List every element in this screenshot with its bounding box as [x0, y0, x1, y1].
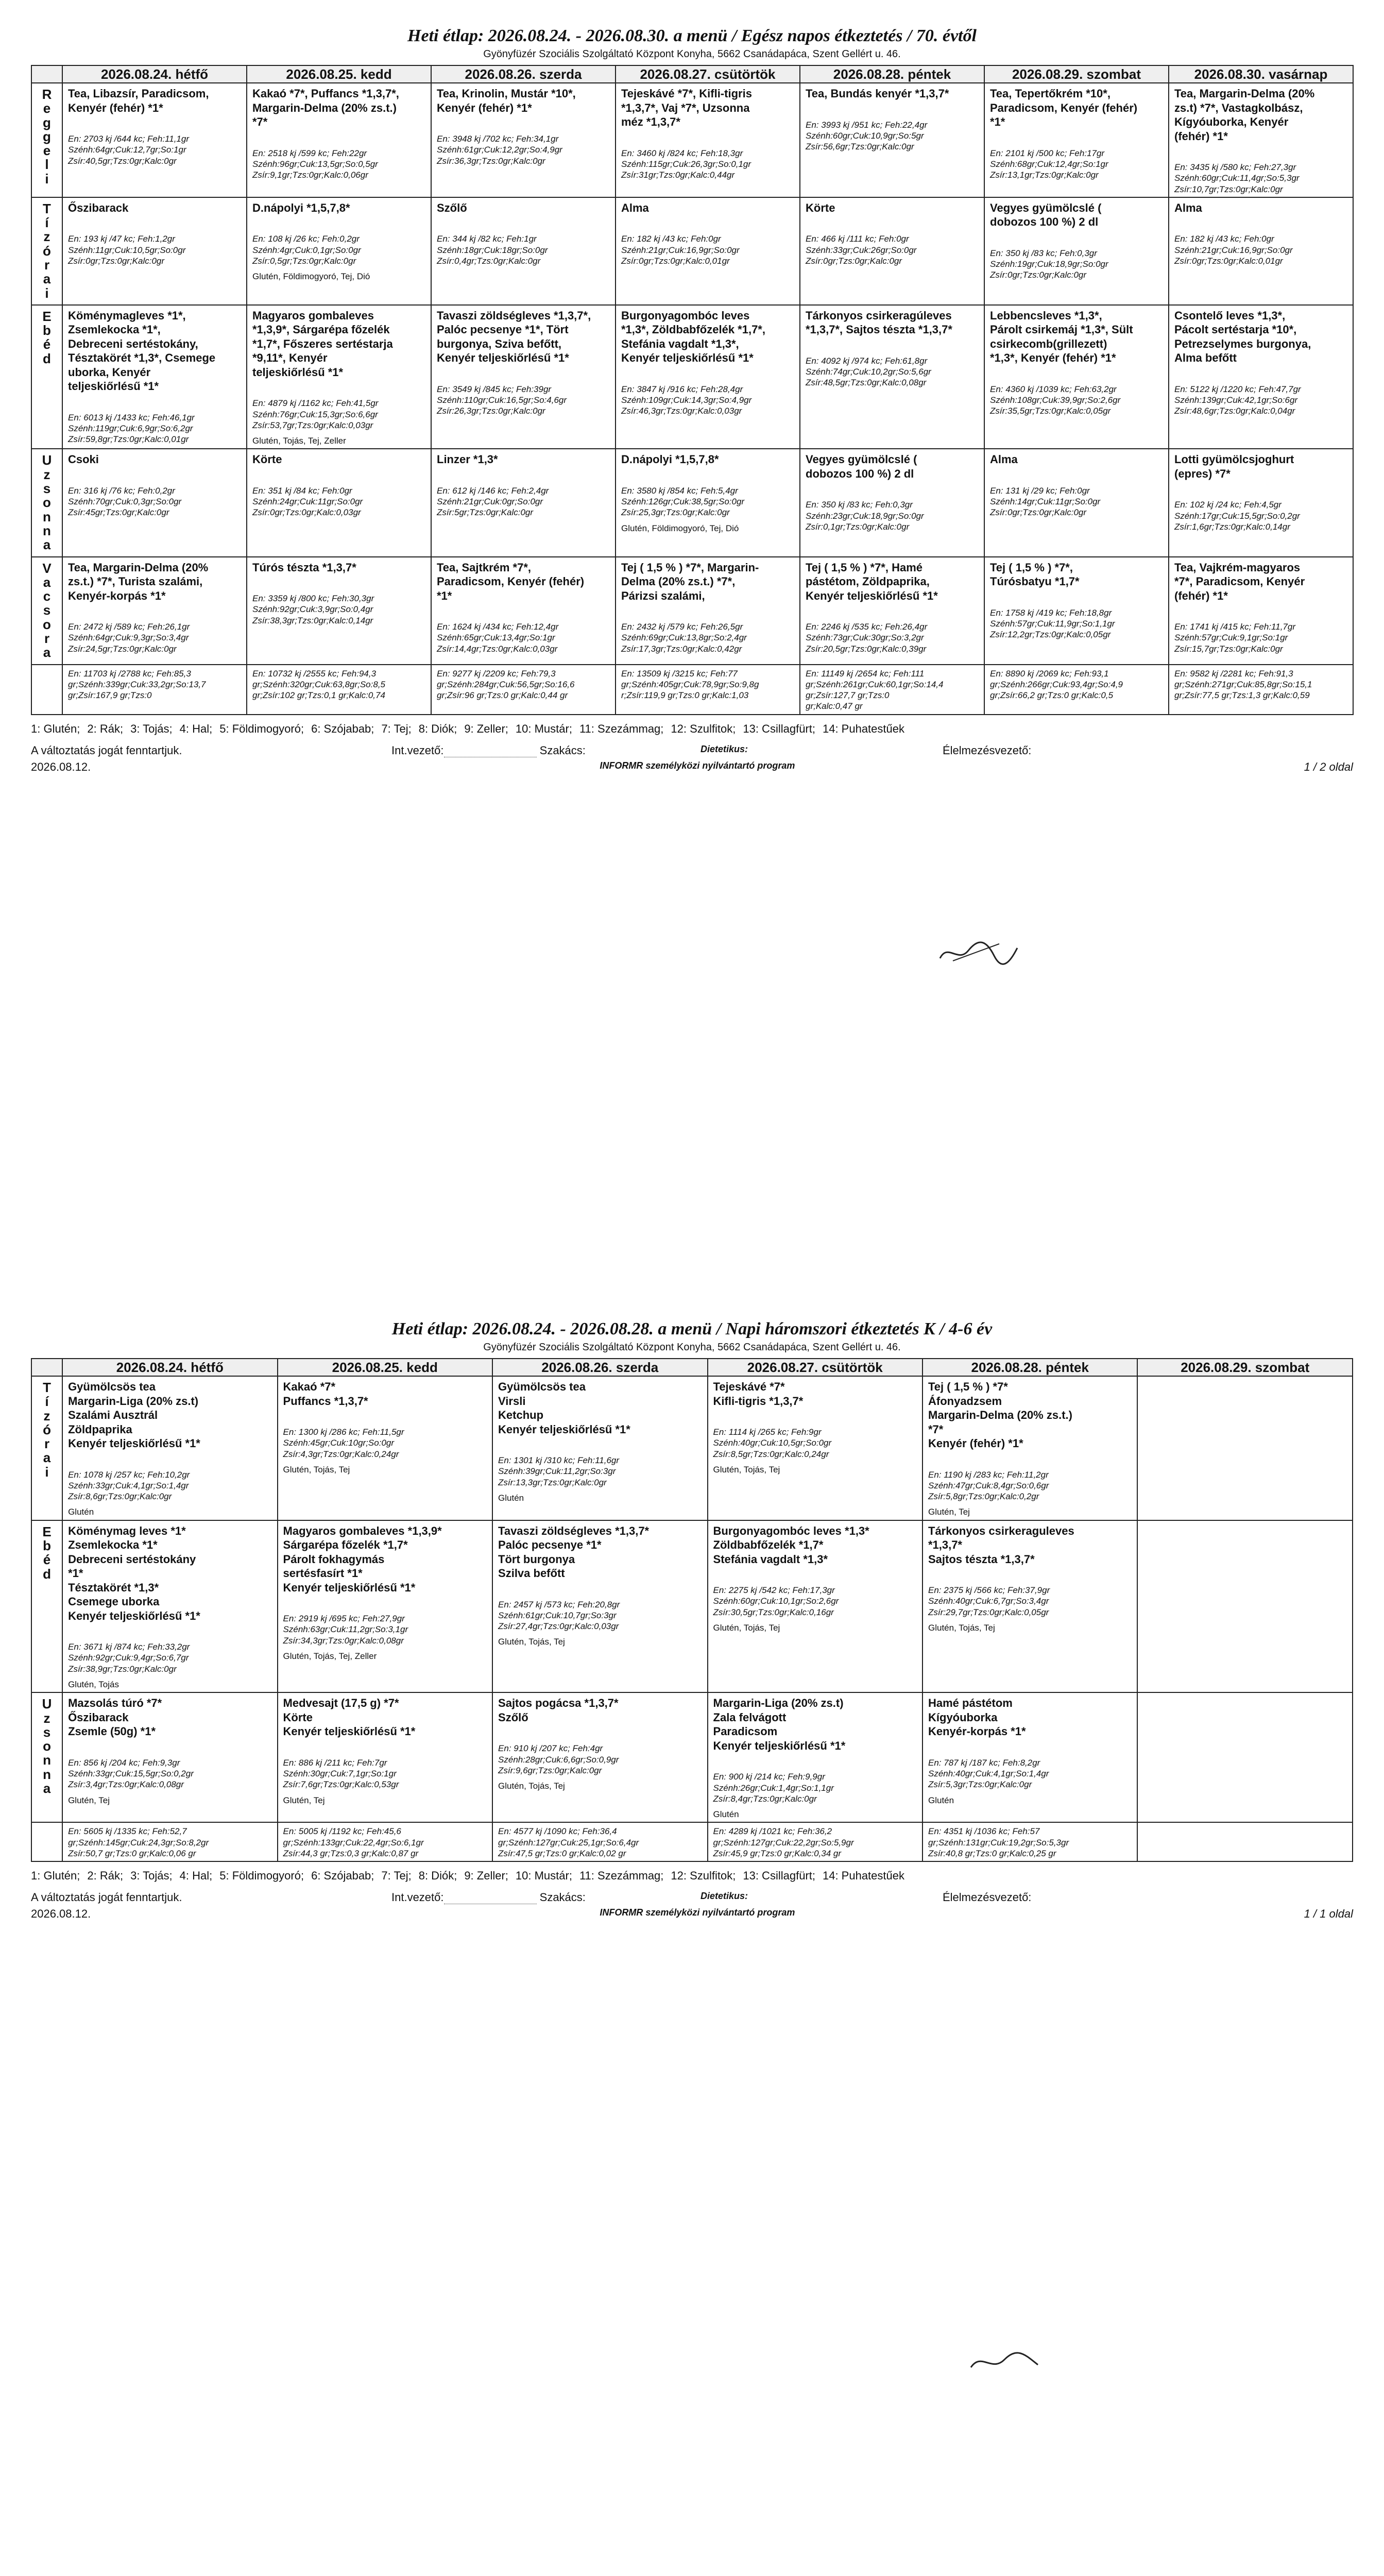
totals-corner — [31, 665, 62, 715]
menu-cell — [247, 557, 431, 665]
dish-text: Tej ( 1,5 % ) *7*, Hamé pástétom, Zöldpaprika, Kenyér teljeskiőrlésű *1* — [806, 561, 938, 602]
nutrition-text: En: 1300 kj /286 kc; Feh:11,5gr Szénh:45gr;Cuk:10gr;So:0gr Zsír:4,3gr;Tzs:0gr;Kalc:0,24gr — [283, 1427, 404, 1459]
dish-text: Vegyes gyümölcslé ( dobozos 100 %) 2 dl — [990, 201, 1102, 229]
nutrition-text: En: 2518 kj /599 kc; Feh:22gr Szénh:96gr;Cuk:13,5gr;So:0,5gr Zsír:9,1gr;Tzs:0gr;Kalc:0,06gr — [252, 148, 378, 180]
daily-total — [1137, 1822, 1353, 1861]
menu-cell — [984, 197, 1169, 305]
nutrition-text: En: 350 kj /83 kc; Feh:0,3gr Szénh:23gr;Cuk:18,9gr;So:0gr Zsír:0,1gr;Tzs:0gr;Kalc:0gr — [806, 500, 924, 532]
menu-cell — [492, 1692, 707, 1822]
day-header: 2026.08.24. hétfő — [62, 1359, 277, 1376]
menu-cell — [1169, 305, 1353, 449]
daily-total-text: En: 4351 kj /1036 kc; Feh:57 gr;Szénh:131gr;Cuk:19,2gr;So:5,3gr Zsír:40,8 gr;Tzs:0 gr;Kalc:0,25 gr — [928, 1826, 1069, 1858]
menu-cell — [431, 83, 616, 197]
allergen-text: Glutén — [68, 1507, 94, 1517]
dish-text: Tea, Krinolin, Mustár *10*, Kenyér (fehér) *1* — [437, 87, 576, 114]
allergen-text: Glutén, Tojás, Tej — [713, 1464, 780, 1475]
dish-text: Tej ( 1,5 % ) *7*, Túrósbatyu *1,7* — [990, 561, 1080, 588]
menu-cell — [984, 557, 1169, 665]
day-header: 2026.08.26. szerda — [431, 65, 616, 83]
elelmezesvezeto-label: Élelmezésvezető: — [943, 1891, 1032, 1904]
daily-total — [247, 665, 431, 715]
legend-item: 9: Zeller; — [464, 1869, 508, 1883]
menu-cell — [616, 197, 800, 305]
nutrition-text: En: 316 kj /76 kc; Feh:0,2gr Szénh:70gr;Cuk:0,3gr;So:0gr Zsír:45gr;Tzs:0gr;Kalc:0gr — [68, 485, 182, 518]
nutrition-text: En: 1624 kj /434 kc; Feh:12,4gr Szénh:65gr;Cuk:13,4gr;So:1gr Zsír:14,4gr;Tzs:0gr;Kalc:0,03gr — [437, 622, 559, 654]
nutrition-text: En: 2457 kj /573 kc; Feh:20,8gr Szénh:61gr;Cuk:10,7gr;So:3gr Zsír:27,4gr;Tzs:0gr;Kalc:0,03gr — [498, 1599, 620, 1632]
daily-total — [492, 1822, 707, 1861]
program-note: INFORMR személyközi nyilvántartó program — [600, 1907, 795, 1918]
dish-text: Sajtos pogácsa *1,3,7* Szőlő — [498, 1697, 619, 1724]
legend-item: 6: Szójabab; — [311, 1869, 374, 1883]
legend-item: 10: Mustár; — [515, 1869, 572, 1883]
nutrition-text: En: 108 kj /26 kc; Feh:0,2gr Szénh:4gr;Cuk:0,1gr;So:0gr Zsír:0,5gr;Tzs:0gr;Kalc:0gr — [252, 234, 361, 266]
legend-item: 11: Szezámmag; — [579, 1869, 664, 1883]
daily-total — [62, 665, 247, 715]
legend-item: 13: Csillagfürt; — [743, 1869, 815, 1883]
nutrition-text: En: 350 kj /83 kc; Feh:0,3gr Szénh:19gr;Cuk:18,9gr;So:0gr Zsír:0gr;Tzs:0gr;Kalc:0gr — [990, 248, 1108, 280]
dish-text: Lebbencsleves *1,3*, Párolt csirkemáj *1,3*, Sült csirkecomb(grillezett) *1,3*, Kenyér (fehér) *1* — [990, 309, 1133, 365]
meal-label: R e g g e l i — [31, 83, 62, 197]
dish-text: Gyümölcsös tea Margarin-Liga (20% zs.t) Szalámi Ausztrál Zöldpaprika Kenyér teljeskiőrlésű *1* — [68, 1380, 200, 1450]
meal-row — [31, 83, 1353, 197]
legend-item: 14: Puhatestűek — [822, 722, 904, 735]
menu-cell — [708, 1692, 922, 1822]
menu-cell — [1169, 449, 1353, 556]
menu-cell — [708, 1520, 922, 1693]
nutrition-text: En: 3580 kj /854 kc; Feh:5,4gr Szénh:126gr;Cuk:38,5gr;So:0gr Zsír:25,3gr;Tzs:0gr;Kalc:0gr — [621, 485, 745, 518]
menu-cell — [984, 305, 1169, 449]
meal-label: T í z ó r a i — [31, 197, 62, 305]
corner-cell — [31, 65, 62, 83]
allergen-text: Glutén, Földimogyoró, Tej, Dió — [252, 272, 370, 281]
dish-text: Köménymag leves *1* Zsemlekocka *1* Debreceni sertéstokány *1* Tésztakörét *1,3* Csemege uborka Kenyér teljeskiőrlésű *1* — [68, 1524, 200, 1622]
nutrition-text: En: 886 kj /211 kc; Feh:7gr Szénh:30gr;Cuk:7,1gr;So:1gr Zsír:7,6gr;Tzs:0gr;Kalc:0,53gr — [283, 1757, 399, 1790]
dish-text: Magyaros gombaleves *1,3,9* Sárgarépa főzelék *1,7* Párolt fokhagymás sertésfasírt *1* Kenyér teljeskiőrlésű *1* — [283, 1524, 442, 1594]
nutrition-text: En: 2246 kj /535 kc; Feh:26,4gr Szénh:73gr;Cuk:30gr;So:3,2gr Zsír:20,5gr;Tzs:0gr;Kalc:0,39gr — [806, 622, 928, 654]
day-header: 2026.08.29. szombat — [984, 65, 1169, 83]
legend-item: 8: Diók; — [418, 1869, 457, 1883]
menu-cell — [62, 1520, 277, 1693]
daily-total — [984, 665, 1169, 715]
nutrition-text: En: 1114 kj /265 kc; Feh:9gr Szénh:40gr;Cuk:10,5gr;So:0gr Zsír:8,5gr;Tzs:0gr;Kalc:0,24gr — [713, 1427, 832, 1459]
dish-text: Tejeskávé *7* Kifli-tigris *1,3,7* — [713, 1380, 804, 1408]
nutrition-text: En: 3460 kj /824 kc; Feh:18,3gr Szénh:115gr;Cuk:26,3gr;So:0,1gr Zsír:31gr;Tzs:0gr;Kalc:0,44gr — [621, 148, 751, 180]
dish-text: Tea, Sajtkrém *7*, Paradicsom, Kenyér (fehér) *1* — [437, 561, 585, 602]
daily-total-text: En: 9582 kj /2281 kc; Feh:91,3 gr;Szénh:271gr;Cuk:85,8gr;So:15,1 gr;Zsír:77,5 gr;Tzs:1,3 gr;Kalc:0,59 — [1174, 668, 1312, 701]
dish-text: Körte — [252, 453, 282, 466]
menu-cell — [62, 83, 247, 197]
menu-cell — [616, 83, 800, 197]
nutrition-text: En: 1190 kj /283 kc; Feh:11,2gr Szénh:47gr;Cuk:8,4gr;So:0,6gr Zsír:5,8gr;Tzs:0gr;Kalc:0,2gr — [928, 1469, 1049, 1501]
nutrition-text: En: 2375 kj /566 kc; Feh:37,9gr Szénh:40gr;Cuk:6,7gr;So:3,4gr Zsír:29,7gr;Tzs:0gr;Kalc:0,05gr — [928, 1585, 1050, 1617]
legend-item: 12: Szulfitok; — [671, 722, 736, 735]
meal-row — [31, 1376, 1353, 1520]
dish-text: Tavaszi zöldségleves *1,3,7*, Palóc pecsenye *1*, Tört burgonya, Sziva befőtt, Kenyér teljeskiőrlésű *1* — [437, 309, 591, 365]
allergen-legend — [31, 1869, 1353, 1883]
day-header: 2026.08.29. szombat — [1137, 1359, 1353, 1376]
page-title: Heti étlap: 2026.08.24. - 2026.08.28. a menü / Napi háromszori étkeztetés K / 4-6 év — [391, 1319, 993, 1338]
legend-item: 1: Glutén; — [31, 1869, 80, 1883]
menu-cell — [431, 197, 616, 305]
dish-text: Csontelő leves *1,3*, Pácolt sertéstarja *10*, Petrezselymes burgonya, Alma befőtt — [1174, 309, 1311, 365]
dish-text: Alma — [621, 201, 649, 214]
allergen-text: Glutén, Tojás, Tej — [713, 1622, 780, 1633]
daily-total-text: En: 10732 kj /2555 kc; Feh:94,3 gr;Szénh:320gr;Cuk:63,8gr;So:8,5 gr;Zsír:102 gr;Tzs:0,1 gr;Kalc:0,74 — [252, 668, 385, 701]
dish-text: Linzer *1,3* — [437, 453, 498, 466]
daily-total — [62, 1822, 277, 1861]
szakacs-label: Szakács: — [539, 743, 586, 757]
dish-text: Kakaó *7* Puffancs *1,3,7* — [283, 1380, 368, 1408]
legend-item: 7: Tej; — [381, 1869, 412, 1883]
day-header: 2026.08.30. vasárnap — [1169, 65, 1353, 83]
meal-label: V a c s o r a — [31, 557, 62, 665]
allergen-text: Glutén, Tojás, Tej — [928, 1622, 995, 1633]
nutrition-text: En: 2275 kj /542 kc; Feh:17,3gr Szénh:60gr;Cuk:10,1gr;So:2,6gr Zsír:30,5gr;Tzs:0gr;Kalc:0,16gr — [713, 1585, 839, 1617]
menu-cell — [984, 449, 1169, 556]
meal-row — [31, 557, 1353, 665]
allergen-text: Glutén, Tojás, Tej — [498, 1781, 565, 1791]
legend-item: 2: Rák; — [87, 722, 124, 735]
allergen-text: Glutén, Tojás, Tej, Zeller — [252, 436, 346, 446]
nutrition-text: En: 4360 kj /1039 kc; Feh:63,2gr Szénh:108gr;Cuk:39,9gr;So:2,6gr Zsír:35,5gr;Tzs:0gr;Kalc:0,05gr — [990, 384, 1121, 416]
nutrition-text: En: 4092 kj /974 kc; Feh:61,8gr Szénh:74gr;Cuk:10,2gr;So:5,6gr Zsír:48,5gr;Tzs:0gr;Kalc:0,08gr — [806, 355, 931, 388]
dish-text: Burgonyagombóc leves *1,3* Zöldbabfőzelék *1,7* Stefánia vagdalt *1,3* — [713, 1524, 869, 1566]
page-number: 1 / 1 oldal — [1304, 1907, 1353, 1921]
dish-text: Magyaros gombaleves *1,3,9*, Sárgarépa főzelék *1,7*, Főszeres sertéstarja *9,11*, Kenyér teljeskiőrlésű *1* — [252, 309, 393, 379]
nutrition-text: En: 910 kj /207 kc; Feh:4gr Szénh:28gr;Cuk:6,6gr;So:0,9gr Zsír:9,6gr;Tzs:0gr;Kalc:0gr — [498, 1743, 619, 1775]
menu-cell — [922, 1692, 1137, 1822]
totals-corner — [31, 1822, 62, 1861]
rights-note: A változtatás jogát fenntartjuk. — [31, 1891, 182, 1904]
menu-cell — [62, 1376, 277, 1520]
int-vez-label: Int.vezető: — [391, 1891, 444, 1904]
daily-total — [278, 1822, 492, 1861]
nutrition-text: En: 3948 kj /702 kc; Feh:34,1gr Szénh:61gr;Cuk:12,2gr;So:4,9gr Zsír:36,3gr;Tzs:0gr;Kalc:0gr — [437, 134, 562, 166]
menu-cell — [62, 1692, 277, 1822]
daily-total-text: En: 8890 kj /2069 kc; Feh:93,1 gr;Szénh:266gr;Cuk:93,4gr;So:4,9 gr;Zsír:66,2 gr;Tzs:0 gr;Kalc:0,5 — [990, 668, 1123, 701]
nutrition-text: En: 856 kj /204 kc; Feh:9,3gr Szénh:33gr;Cuk:15,5gr;So:0,2gr Zsír:3,4gr;Tzs:0gr;Kalc:0,08gr — [68, 1757, 194, 1790]
nutrition-text: En: 2432 kj /579 kc; Feh:26,5gr Szénh:69gr;Cuk:13,8gr;So:2,4gr Zsír:17,3gr;Tzs:0gr;Kalc:0,42gr — [621, 622, 747, 654]
nutrition-text: En: 344 kj /82 kc; Feh:1gr Szénh:18gr;Cuk:18gr;So:0gr Zsír:0,4gr;Tzs:0gr;Kalc:0gr — [437, 234, 548, 266]
dish-text: Tea, Margarin-Delma (20% zs.t.) *7*, Turista szalámi, Kenyér-korpás *1* — [68, 561, 209, 602]
signature-line — [444, 745, 537, 757]
int-vez-label: Int.vezető: — [391, 743, 444, 757]
menu-cell — [278, 1376, 492, 1520]
dish-text: Tea, Libazsír, Paradicsom, Kenyér (fehér) *1* — [68, 87, 209, 114]
nutrition-text: En: 131 kj /29 kc; Feh:0gr Szénh:14gr;Cuk:11gr;So:0gr Zsír:0gr;Tzs:0gr;Kalc:0gr — [990, 485, 1101, 518]
dish-text: Tej ( 1,5 % ) *7*, Margarin- Delma (20% zs.t.) *7*, Párizsi szalámi, — [621, 561, 759, 602]
allergen-legend — [31, 722, 1353, 736]
daily-total — [1169, 665, 1353, 715]
daily-total — [922, 1822, 1137, 1861]
nutrition-text: En: 193 kj /47 kc; Feh:1,2gr Szénh:11gr;Cuk:10,5gr;So:0gr Zsír:0gr;Tzs:0gr;Kalc:0gr — [68, 234, 186, 266]
rights-note: A változtatás jogát fenntartjuk. — [31, 743, 182, 757]
daily-total — [431, 665, 616, 715]
legend-item: 3: Tojás; — [130, 1869, 173, 1883]
meal-row — [31, 449, 1353, 556]
dish-text: Alma — [1174, 201, 1202, 214]
dish-text: Tea, Bundás kenyér *1,3,7* — [806, 87, 949, 100]
page-subtitle: Gyönyfüzér Szociális Szolgáltató Központ Konyha, 5662 Csanádapáca, Szent Gellért u. 46. — [483, 48, 901, 60]
menu-cell — [616, 449, 800, 556]
menu-cell — [1169, 197, 1353, 305]
daily-total — [800, 665, 984, 715]
legend-item: 11: Szezámmag; — [579, 722, 664, 735]
menu-cell — [800, 197, 984, 305]
nutrition-text: En: 466 kj /111 kc; Feh:0gr Szénh:33gr;Cuk:26gr;So:0gr Zsír:0gr;Tzs:0gr;Kalc:0gr — [806, 234, 917, 266]
nutrition-text: En: 4879 kj /1162 kc; Feh:41,5gr Szénh:76gr;Cuk:15,3gr;So:6,6gr Zsír:53,7gr;Tzs:0gr;Kalc:0,03gr — [252, 398, 379, 430]
program-note: INFORMR személyközi nyilvántartó program — [600, 760, 795, 771]
allergen-text: Glutén, Tej — [928, 1507, 970, 1517]
daily-total-text: En: 13509 kj /3215 kc; Feh:77 gr;Szénh:405gr;Cuk:78,9gr;So:9,8g r;Zsír:119,9 gr;Tzs:0 gr;Kalc:1,03 — [621, 668, 759, 701]
allergen-text: Glutén — [713, 1809, 739, 1820]
daily-total-text: En: 5605 kj /1335 kc; Feh:52,7 gr;Szénh:145gr;Cuk:24,3gr;So:8,2gr Zsír:50,7 gr;Tzs:0 gr;Kalc:0,06 gr — [68, 1826, 209, 1858]
page-footer — [31, 760, 1353, 774]
dish-text: Köménymagleves *1*, Zsemlekocka *1*, Debreceni sertéstokány, Tésztakörét *1,3*, Csemege uborka, Kenyér teljeskiőrlésű *1* — [68, 309, 216, 393]
menu-cell — [1169, 83, 1353, 197]
allergen-text: Glutén, Tojás — [68, 1679, 119, 1689]
day-header: 2026.08.25. kedd — [247, 65, 431, 83]
dish-text: Tejeskávé *7*, Kifli-tigris *1,3,7*, Vaj *7*, Uzsonna méz *1,3,7* — [621, 87, 752, 128]
totals-row — [31, 1822, 1353, 1861]
dish-text: Tavaszi zöldségleves *1,3,7* Palóc pecsenye *1* Tört burgonya Szilva befőtt — [498, 1524, 650, 1580]
meal-row — [31, 1692, 1353, 1822]
menu-cell — [62, 557, 247, 665]
day-header: 2026.08.28. péntek — [922, 1359, 1137, 1376]
day-header: 2026.08.27. csütörtök — [708, 1359, 922, 1376]
day-header: 2026.08.24. hétfő — [62, 65, 247, 83]
nutrition-text: En: 5122 kj /1220 kc; Feh:47,7gr Szénh:139gr;Cuk:42,1gr;So:6gr Zsír:48,6gr;Tzs:0gr;Kalc:0,04gr — [1174, 384, 1301, 416]
daily-total-text: En: 11703 kj /2788 kc; Feh:85,3 gr;Szénh:339gr;Cuk:33,2gr;So:13,7 gr;Zsír:167,9 gr;Tzs:0 — [68, 668, 206, 701]
day-header: 2026.08.25. kedd — [278, 1359, 492, 1376]
nutrition-text: En: 102 kj /24 kc; Feh:4,5gr Szénh:17gr;Cuk:15,5gr;So:0,2gr Zsír:1,6gr;Tzs:0gr;Kalc:0,14gr — [1174, 500, 1300, 532]
menu-cell — [247, 197, 431, 305]
legend-item: 6: Szójabab; — [311, 722, 374, 735]
legend-item: 3: Tojás; — [130, 722, 173, 735]
print-date: 2026.08.12. — [31, 1907, 91, 1921]
menu-cell — [800, 83, 984, 197]
menu-page — [31, 1319, 1353, 2483]
menu-cell — [431, 557, 616, 665]
menu-cell — [1169, 557, 1353, 665]
dish-text: Tea, Margarin-Delma (20% zs.t) *7*, Vastagkolbász, Kígyóuborka, Kenyér (fehér) *1* — [1174, 87, 1315, 143]
menu-cell — [431, 305, 616, 449]
menu-cell — [922, 1520, 1137, 1693]
dish-text: Alma — [990, 453, 1018, 466]
legend-item: 8: Diók; — [418, 722, 457, 735]
nutrition-text: En: 3993 kj /951 kc; Feh:22,4gr Szénh:60gr;Cuk:10,9gr;So:5gr Zsír:56,6gr;Tzs:0gr;Kalc:0gr — [806, 120, 928, 151]
nutrition-text: En: 351 kj /84 kc; Feh:0gr Szénh:24gr;Cuk:11gr;So:0gr Zsír:0gr;Tzs:0gr;Kalc:0,03gr — [252, 485, 363, 518]
menu-cell — [922, 1376, 1137, 1520]
menu-cell — [1137, 1692, 1353, 1822]
meal-label: U z s o n n a — [31, 449, 62, 556]
dish-text: Körte — [806, 201, 835, 214]
menu-cell — [616, 557, 800, 665]
totals-row — [31, 665, 1353, 715]
menu-page — [31, 26, 1353, 1005]
allergen-text: Glutén — [498, 1493, 524, 1503]
menu-cell — [247, 449, 431, 556]
menu-cell — [800, 449, 984, 556]
allergen-text: Glutén, Földimogyoró, Tej, Dió — [621, 523, 739, 533]
meal-label: E b é d — [31, 1520, 62, 1693]
page-number: 1 / 2 oldal — [1304, 760, 1353, 773]
menu-table — [31, 1358, 1353, 1862]
nutrition-text: En: 787 kj /187 kc; Feh:8,2gr Szénh:40gr;Cuk:4,1gr;So:1,4gr Zsír:5,3gr;Tzs:0gr;Kalc:0gr — [928, 1757, 1049, 1790]
menu-cell — [708, 1376, 922, 1520]
menu-cell — [431, 449, 616, 556]
dish-text: Tej ( 1,5 % ) *7* Áfonyadzsem Margarin-Delma (20% zs.t.) *7* Kenyér (fehér) *1* — [928, 1380, 1072, 1450]
nutrition-text: En: 182 kj /43 kc; Feh:0gr Szénh:21gr;Cuk:16,9gr;So:0gr Zsír:0gr;Tzs:0gr;Kalc:0,01gr — [621, 234, 740, 266]
szakacs-label: Szakács: — [539, 1891, 586, 1904]
legend-item: 14: Puhatestűek — [822, 1869, 904, 1883]
nutrition-text: En: 3671 kj /874 kc; Feh:33,2gr Szénh:92gr;Cuk:9,4gr;So:6,7gr Zsír:38,9gr;Tzs:0gr;Kalc:0gr — [68, 1642, 190, 1674]
nutrition-text: En: 3847 kj /916 kc; Feh:28,4gr Szénh:109gr;Cuk:14,3gr;So:4,9gr Zsír:46,3gr;Tzs:0gr;Kalc:0,03gr — [621, 384, 752, 416]
legend-item: 5: Földimogyoró; — [219, 1869, 304, 1883]
dish-text: Túrós tészta *1,3,7* — [252, 561, 356, 574]
allergen-text: Glutén, Tojás, Tej — [283, 1464, 350, 1475]
allergen-text: Glutén, Tojás, Tej, Zeller — [283, 1651, 377, 1661]
nutrition-text: En: 1301 kj /310 kc; Feh:11,6gr Szénh:39gr;Cuk:11,2gr;So:3gr Zsír:13,3gr;Tzs:0gr;Kalc:0gr — [498, 1455, 620, 1487]
menu-cell — [1137, 1520, 1353, 1693]
nutrition-text: En: 900 kj /214 kc; Feh:9,9gr Szénh:26gr;Cuk:1,4gr;So:1,1gr Zsír:8,4gr;Tzs:0gr;Kalc:0gr — [713, 1772, 834, 1804]
daily-total-text: En: 11149 kj /2654 kc; Feh:111 gr;Szénh:261gr;Cuk:60,1gr;So:14,4 gr;Zsír:127,7 gr;Tzs:0 gr;Kalc:0,47 gr — [806, 668, 944, 711]
dish-text: Hamé pástétom Kígyóuborka Kenyér-korpás *1* — [928, 1697, 1026, 1738]
menu-cell — [616, 305, 800, 449]
dish-text: Margarin-Liga (20% zs.t) Zala felvágott Paradicsom Kenyér teljeskiőrlésű *1* — [713, 1697, 846, 1752]
nutrition-text: En: 1741 kj /415 kc; Feh:11,7gr Szénh:57gr;Cuk:9,1gr;So:1gr Zsír:15,7gr;Tzs:0gr;Kalc:0gr — [1174, 622, 1295, 654]
daily-total-text: En: 4577 kj /1090 kc; Feh:36,4 gr;Szénh:127gr;Cuk:25,1gr;So:6,4gr Zsír:47,5 gr;Tzs:0 gr;Kalc:0,02 gr — [498, 1826, 639, 1858]
menu-cell — [492, 1520, 707, 1693]
signature-row — [31, 1891, 1353, 1904]
dish-text: Mazsolás túró *7* Őszibarack Zsemle (50g) *1* — [68, 1697, 162, 1738]
dish-text: Burgonyagombóc leves *1,3*, Zöldbabfőzelék *1,7*, Stefánia vagdalt *1,3*, Kenyér teljeskiőrlésű *1* — [621, 309, 765, 365]
allergen-text: Glutén — [928, 1795, 954, 1805]
nutrition-text: En: 3435 kj /580 kc; Feh:27,3gr Szénh:60gr;Cuk:11,4gr;So:5,3gr Zsír:10,7gr;Tzs:0gr;Kalc:0gr — [1174, 162, 1300, 194]
nutrition-text: En: 2919 kj /695 kc; Feh:27,9gr Szénh:63gr;Cuk:11,2gr;So:3,1gr Zsír:34,3gr;Tzs:0gr;Kalc:0,08gr — [283, 1614, 408, 1646]
dish-text: Csoki — [68, 453, 99, 466]
dish-text: D.nápolyi *1,5,7,8* — [252, 201, 350, 214]
page-footer — [31, 1907, 1353, 1921]
menu-cell — [492, 1376, 707, 1520]
day-header: 2026.08.27. csütörtök — [616, 65, 800, 83]
menu-cell — [278, 1520, 492, 1693]
daily-total-text: En: 4289 kj /1021 kc; Feh:36,2 gr;Szénh:127gr;Cuk:22,2gr;So:5,9gr Zsír:45,9 gr;Tzs:0 gr;Kalc:0,34 gr — [713, 1826, 854, 1858]
legend-item: 1: Glutén; — [31, 722, 80, 735]
print-date: 2026.08.12. — [31, 760, 91, 773]
nutrition-text: En: 2703 kj /644 kc; Feh:11,1gr Szénh:64gr;Cuk:12,7gr;So:1gr Zsír:40,5gr;Tzs:0gr;Kalc:0gr — [68, 134, 189, 166]
nutrition-text: En: 3549 kj /845 kc; Feh:39gr Szénh:110gr;Cuk:16,5gr;So:4,6gr Zsír:26,3gr;Tzs:0gr;Kalc:0gr — [437, 384, 567, 416]
daily-total-text: En: 9277 kj /2209 kc; Feh:79,3 gr;Szénh:284gr;Cuk:56,5gr;So:16,6 gr;Zsír:96 gr;Tzs:0 gr;Kalc:0,44 gr — [437, 668, 575, 701]
dish-text: Szőlő — [437, 201, 467, 214]
nutrition-text: En: 6013 kj /1433 kc; Feh:46,1gr Szénh:119gr;Cuk:6,9gr;So:6,2gr Zsír:59,8gr;Tzs:0gr;Kalc:0,01gr — [68, 412, 195, 445]
dish-text: Őszibarack — [68, 201, 129, 214]
dish-text: Gyümölcsös tea Virsli Ketchup Kenyér teljeskiőrlésű *1* — [498, 1380, 630, 1436]
nutrition-text: En: 2472 kj /589 kc; Feh:26,1gr Szénh:64gr;Cuk:9,3gr;So:3,4gr Zsír:24,5gr;Tzs:0gr;Kalc:0gr — [68, 622, 190, 654]
menu-table — [31, 65, 1354, 715]
allergen-text: Glutén, Tojás, Tej — [498, 1637, 565, 1647]
menu-cell — [800, 305, 984, 449]
legend-item: 4: Hal; — [179, 722, 213, 735]
dish-text: Medvesajt (17,5 g) *7* Körte Kenyér teljeskiőrlésű *1* — [283, 1697, 416, 1738]
nutrition-text: En: 182 kj /43 kc; Feh:0gr Szénh:21gr;Cuk:16,9gr;So:0gr Zsír:0gr;Tzs:0gr;Kalc:0,01gr — [1174, 234, 1293, 266]
dietetikus-label: Dietetikus: — [700, 743, 748, 754]
page-subtitle: Gyönyfüzér Szociális Szolgáltató Központ Konyha, 5662 Csanádapáca, Szent Gellért u. 46. — [483, 1342, 901, 1353]
menu-cell — [62, 197, 247, 305]
legend-item: 9: Zeller; — [464, 722, 508, 735]
legend-item: 10: Mustár; — [515, 722, 572, 735]
nutrition-text: En: 1078 kj /257 kc; Feh:10,2gr Szénh:33gr;Cuk:4,1gr;So:1,4gr Zsír:8,6gr;Tzs:0gr;Kalc:0gr — [68, 1469, 190, 1501]
signature-row — [31, 744, 1353, 757]
allergen-text: Glutén, Tej — [283, 1795, 325, 1805]
menu-cell — [278, 1692, 492, 1822]
signature-scribble — [937, 938, 1020, 969]
dish-text: Lotti gyümölcsjoghurt (epres) *7* — [1174, 453, 1294, 480]
day-header: 2026.08.28. péntek — [800, 65, 984, 83]
signature-line — [444, 1892, 537, 1904]
legend-item: 13: Csillagfürt; — [743, 722, 815, 735]
legend-item: 5: Földimogyoró; — [219, 722, 304, 735]
legend-item: 2: Rák; — [87, 1869, 124, 1883]
menu-cell — [1137, 1376, 1353, 1520]
corner-cell — [31, 1359, 62, 1376]
menu-cell — [984, 83, 1169, 197]
legend-item: 7: Tej; — [381, 722, 412, 735]
signature-scribble — [968, 2349, 1040, 2375]
daily-total — [708, 1822, 922, 1861]
menu-cell — [247, 305, 431, 449]
legend-item: 12: Szulfitok; — [671, 1869, 736, 1883]
nutrition-text: En: 2101 kj /500 kc; Feh:17gr Szénh:68gr;Cuk:12,4gr;So:1gr Zsír:13,1gr;Tzs:0gr;Kalc:0gr — [990, 148, 1108, 180]
nutrition-text: En: 1758 kj /419 kc; Feh:18,8gr Szénh:57gr;Cuk:11,9gr;So:1,1gr Zsír:12,2gr;Tzs:0gr;Kalc:0,05gr — [990, 607, 1115, 640]
dish-text: Vegyes gyümölcslé ( dobozos 100 %) 2 dl — [806, 453, 917, 480]
page-title: Heti étlap: 2026.08.24. - 2026.08.30. a menü / Egész napos étkeztetés / 70. évtől — [407, 26, 977, 45]
dish-text: Tárkonyos csirkeragúleves *1,3,7*, Sajtos tészta *1,3,7* — [806, 309, 952, 336]
dietetikus-label: Dietetikus: — [700, 1891, 748, 1902]
daily-total — [616, 665, 800, 715]
meal-label: E b é d — [31, 305, 62, 449]
meal-row — [31, 1520, 1353, 1693]
meal-label: U z s o n n a — [31, 1692, 62, 1822]
dish-text: Tea, Vajkrém-magyaros *7*, Paradicsom, Kenyér (fehér) *1* — [1174, 561, 1305, 602]
daily-total-text: En: 5005 kj /1192 kc; Feh:45,6 gr;Szénh:133gr;Cuk:22,4gr;So:6,1gr Zsír:44,3 gr;Tzs:0,3 gr;Kalc:0,87 gr — [283, 1826, 424, 1858]
legend-item: 4: Hal; — [179, 1869, 213, 1883]
nutrition-text: En: 3359 kj /800 kc; Feh:30,3gr Szénh:92gr;Cuk:3,9gr;So:0,4gr Zsír:38,3gr;Tzs:0gr;Kalc:0,14gr — [252, 594, 374, 625]
menu-cell — [247, 83, 431, 197]
allergen-text: Glutén, Tej — [68, 1795, 110, 1805]
day-header: 2026.08.26. szerda — [492, 1359, 707, 1376]
dish-text: Tea, Tepertőkrém *10*, Paradicsom, Kenyér (fehér) *1* — [990, 87, 1138, 128]
meal-row — [31, 305, 1353, 449]
menu-cell — [800, 557, 984, 665]
meal-row — [31, 197, 1353, 305]
menu-cell — [62, 305, 247, 449]
dish-text: Kakaó *7*, Puffancs *1,3,7*, Margarin-Delma (20% zs.t.) *7* — [252, 87, 399, 128]
dish-text: Tárkonyos csirkeraguleves *1,3,7* Sajtos tészta *1,3,7* — [928, 1524, 1074, 1566]
meal-label: T í z ó r a i — [31, 1376, 62, 1520]
dish-text: D.nápolyi *1,5,7,8* — [621, 453, 719, 466]
nutrition-text: En: 612 kj /146 kc; Feh:2,4gr Szénh:21gr;Cuk:0gr;So:0gr Zsír:5gr;Tzs:0gr;Kalc:0gr — [437, 485, 549, 518]
menu-cell — [62, 449, 247, 556]
elelmezesvezeto-label: Élelmezésvezető: — [943, 743, 1032, 757]
